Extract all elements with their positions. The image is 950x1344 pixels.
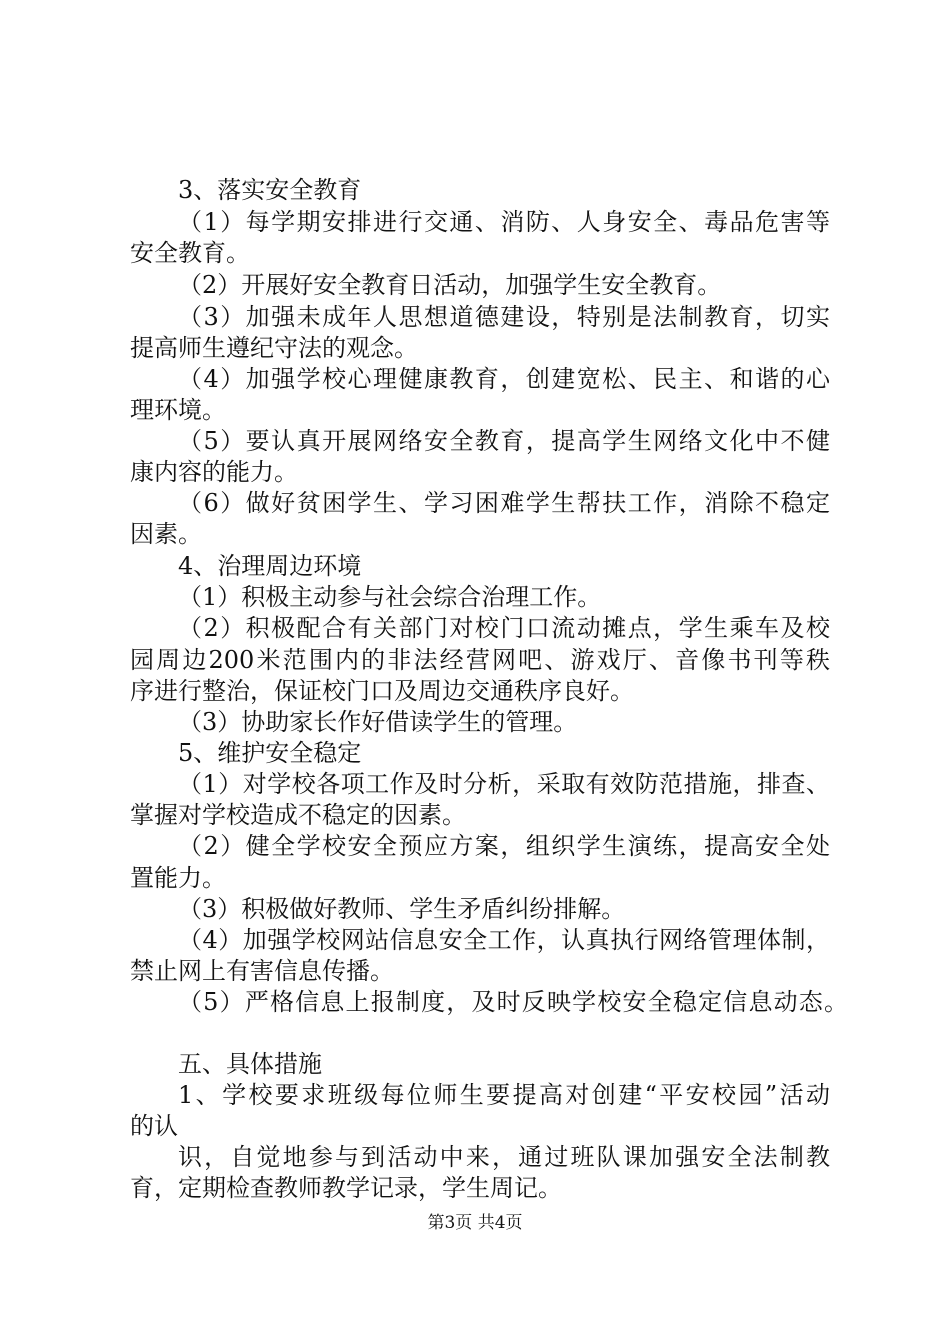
page-footer: 第3页 共4页 (427, 1213, 523, 1233)
paragraph-line: （1）对学校各项工作及时分析，采取有效防范措施，排查、 (178, 770, 830, 798)
paragraph-line: 序进行整治，保证校门口及周边交通秩序良好。 (130, 677, 634, 705)
paragraph-line: 掌握对学校造成不稳定的因素。 (130, 801, 466, 829)
paragraph-line: （6）做好贫困学生、学习困难学生帮扶工作，消除不稳定 (178, 489, 830, 517)
paragraph-line: （1）每学期安排进行交通、消防、人身安全、毒品危害等 (178, 208, 830, 236)
paragraph-line: 识，自觉地参与到活动中来，通过班队课加强安全法制教 (178, 1143, 830, 1171)
heading-3: 3、落实安全教育 (178, 176, 362, 204)
paragraph-line: （3）加强未成年人思想道德建设，特别是法制教育，切实 (178, 303, 830, 331)
heading-4: 4、治理周边环境 (178, 552, 362, 580)
paragraph-line: 置能力。 (130, 864, 226, 892)
paragraph-line: 提高师生遵纪守法的观念。 (130, 334, 418, 362)
paragraph-line: 理环境。 (130, 396, 226, 424)
paragraph-line: （5）严格信息上报制度，及时反映学校安全稳定信息动态。 (178, 988, 848, 1016)
paragraph-line: 1、学校要求班级每位师生要提高对创建“平安校园”活动 (178, 1081, 830, 1109)
paragraph-line: （5）要认真开展网络安全教育，提高学生网络文化中不健 (178, 427, 830, 455)
paragraph-line: （3）协助家长作好借读学生的管理。 (178, 708, 578, 736)
section-heading: 五、具体措施 (178, 1050, 322, 1078)
paragraph-line: （4）加强学校网站信息安全工作，认真执行网络管理体制， (178, 926, 830, 954)
heading-5: 5、维护安全稳定 (178, 739, 362, 767)
paragraph-line: （2）健全学校安全预应方案，组织学生演练，提高安全处 (178, 832, 830, 860)
paragraph-line: （4）加强学校心理健康教育，创建宽松、民主、和谐的心 (178, 365, 830, 393)
paragraph-line: （2）积极配合有关部门对校门口流动摊点，学生乘车及校 (178, 614, 830, 642)
paragraph-line: 育，定期检查教师教学记录，学生周记。 (130, 1174, 562, 1202)
paragraph-line: （1）积极主动参与社会综合治理工作。 (178, 583, 602, 611)
paragraph-line: （3）积极做好教师、学生矛盾纠纷排解。 (178, 895, 626, 923)
paragraph-line: 禁止网上有害信息传播。 (130, 957, 394, 985)
paragraph-line: （2）开展好安全教育日活动，加强学生安全教育。 (178, 271, 722, 299)
paragraph-line: 康内容的能力。 (130, 458, 298, 486)
paragraph-line: 因素。 (130, 520, 202, 548)
paragraph-line: 的认 (130, 1112, 178, 1140)
paragraph-line: 园周边200米范围内的非法经营网吧、游戏厅、音像书刊等秩 (130, 646, 830, 674)
paragraph-line: 安全教育。 (130, 239, 250, 267)
